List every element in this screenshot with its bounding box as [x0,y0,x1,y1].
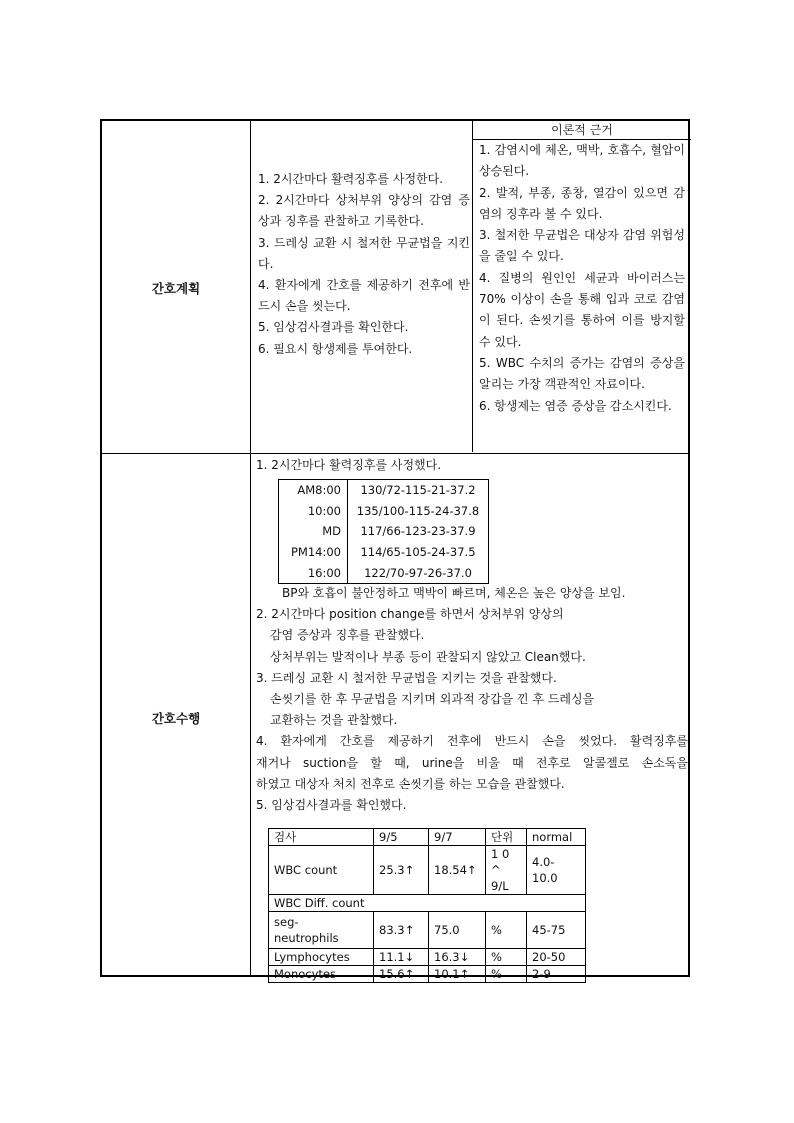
lab-normal-line: 10.0 [532,871,558,885]
lab-name: Monocytes [269,966,374,983]
vitals-note: BP와 호흡이 불안정하고 맥박이 빠르며, 체온은 높은 양상을 보임. [282,586,626,600]
table-row [279,542,489,563]
exec-line: 하였고 대상자 처치 전후로 손씻기를 하는 모습을 관찰했다. [256,776,565,791]
table-row [269,829,586,846]
lab-unit [486,846,527,895]
theory-item: 2. 발적, 부종, 종창, 열감이 있으면 감염의 징후라 볼 수 있다. [479,185,685,221]
lab-header: 9/7 [429,829,486,846]
care-plan-table [100,119,690,981]
table-row [279,501,489,522]
lab-value: 25.3↑ [374,846,429,895]
execution-section-label: 간호수행 [151,711,201,726]
table-row [269,912,586,949]
theory-item: 1. 감염시에 체온, 맥박, 호흡수, 혈압이 상승된다. [479,143,685,179]
lab-name: WBC count [269,846,374,895]
lab-unit-line: 1 0 ^ [491,847,510,877]
theory-list [473,140,691,417]
vital-value: 122/70-97-26-37.0 [348,562,489,583]
lab-header: normal [527,829,586,846]
lab-header: 검사 [269,829,374,846]
lab-normal: 2-9 [527,966,586,983]
lab-unit: % [486,949,527,966]
vital-time: MD [279,521,348,542]
table-row [279,521,489,542]
lab-value: 83.3↑ [374,912,429,949]
plan-item: 3. 드레싱 교환 시 철저한 무균법을 지킨다. [258,235,470,271]
lab-unit: % [486,966,527,983]
lab-normal [527,846,586,895]
lab-group-label: WBC Diff. count [269,895,586,912]
vital-value: 117/66-123-23-37.9 [348,521,489,542]
theory-item: 4. 질병의 원인인 세균과 바이러스는 70% 이상이 손을 통해 입과 코로 감염이 된다. 손씻기를 통하여 이를 방지할 수 있다. [479,270,685,349]
table-row [269,846,586,895]
lab-unit: % [486,912,527,949]
table-row [269,895,586,912]
exec-line: 감염 증상과 징후를 관찰했다. [270,628,425,643]
plan-list [258,169,470,360]
exec-line: 2. 2시간마다 position change를 하면서 상처부위 양상의 [256,607,564,622]
exec-line: 3. 드레싱 교환 시 철저한 무균법을 지키는 것을 관찰했다. [256,670,557,685]
execution-content [256,455,688,476]
exec-line: 재거나 suction을 할 때, urine을 비울 때 전후로 알콜젤로 손소독을 [256,755,688,770]
table-row [279,562,489,583]
exec-line: 4. 환자에게 간호를 제공하기 전후에 반드시 손을 씻었다. 활력징후를 [256,734,689,749]
lab-unit-line: 9/L [491,879,509,893]
vital-signs-table [278,479,489,584]
lab-value: 18.54↑ [429,846,486,895]
plan-item: 6. 필요시 항생제를 투여한다. [258,341,413,356]
plan-item: 2. 2시간마다 상처부위 양상의 감염 증상과 징후를 관찰하고 기록한다. [258,193,470,229]
lab-name [269,912,374,949]
lab-value: 75.0 [429,912,486,949]
execution-content-lower [256,583,688,816]
vital-time: 10:00 [279,501,348,522]
vital-time: PM14:00 [279,542,348,563]
exec-line: 1. 2시간마다 활력징후를 사정했다. [256,458,442,472]
lab-normal: 45-75 [527,912,586,949]
lab-value: 16.3↓ [429,949,486,966]
row-divider [102,453,688,454]
table-row [269,949,586,966]
theory-header: 이론적 근거 [473,121,691,140]
column-divider [250,121,251,975]
plan-section-label: 간호계획 [151,281,201,296]
lab-header: 9/5 [374,829,429,846]
theory-item: 3. 철저한 무균법은 대상자 감염 위험성을 줄일 수 있다. [479,228,685,264]
lab-value: 15.6↑ [374,966,429,983]
theory-item: 6. 항생제는 염증 증상을 감소시킨다. [479,398,672,413]
vital-value: 130/72-115-21-37.2 [348,480,489,501]
lab-normal: 20-50 [527,949,586,966]
lab-header: 단위 [486,829,527,846]
lab-value: 10.1↑ [429,966,486,983]
exec-line: 손씻기를 한 후 무균법을 지키며 외과적 장갑을 낀 후 드레싱을 [270,691,595,706]
lab-normal-line: 4.0- [532,855,555,869]
plan-item: 4. 환자에게 간호를 제공하기 전후에 반드시 손을 씻는다. [258,278,470,314]
vital-time: 16:00 [279,562,348,583]
vital-time: AM8:00 [279,480,348,501]
lab-results-table [268,828,586,983]
plan-item: 5. 임상검사결과를 확인한다. [258,320,409,335]
exec-line: 상처부위는 발적이나 부종 등이 관찰되지 않았고 Clean했다. [270,649,586,664]
lab-name: Lymphocytes [269,949,374,966]
plan-item: 1. 2시간마다 활력징후를 사정한다. [258,172,444,186]
table-row [269,966,586,983]
theory-item: 5. WBC 수치의 증가는 감염의 증상을 알리는 가장 객관적인 자료이다. [479,355,685,392]
lab-name-line: neutrophils [274,931,339,945]
theory-cell [472,121,691,452]
exec-line: 교환하는 것을 관찰했다. [270,713,398,728]
lab-name-line: seg- [274,915,299,929]
exec-line: 5. 임상검사결과를 확인했다. [256,797,407,812]
lab-value: 11.1↓ [374,949,429,966]
vital-value: 114/65-105-24-37.5 [348,542,489,563]
vital-value: 135/100-115-24-37.8 [348,501,489,522]
table-row [279,480,489,501]
